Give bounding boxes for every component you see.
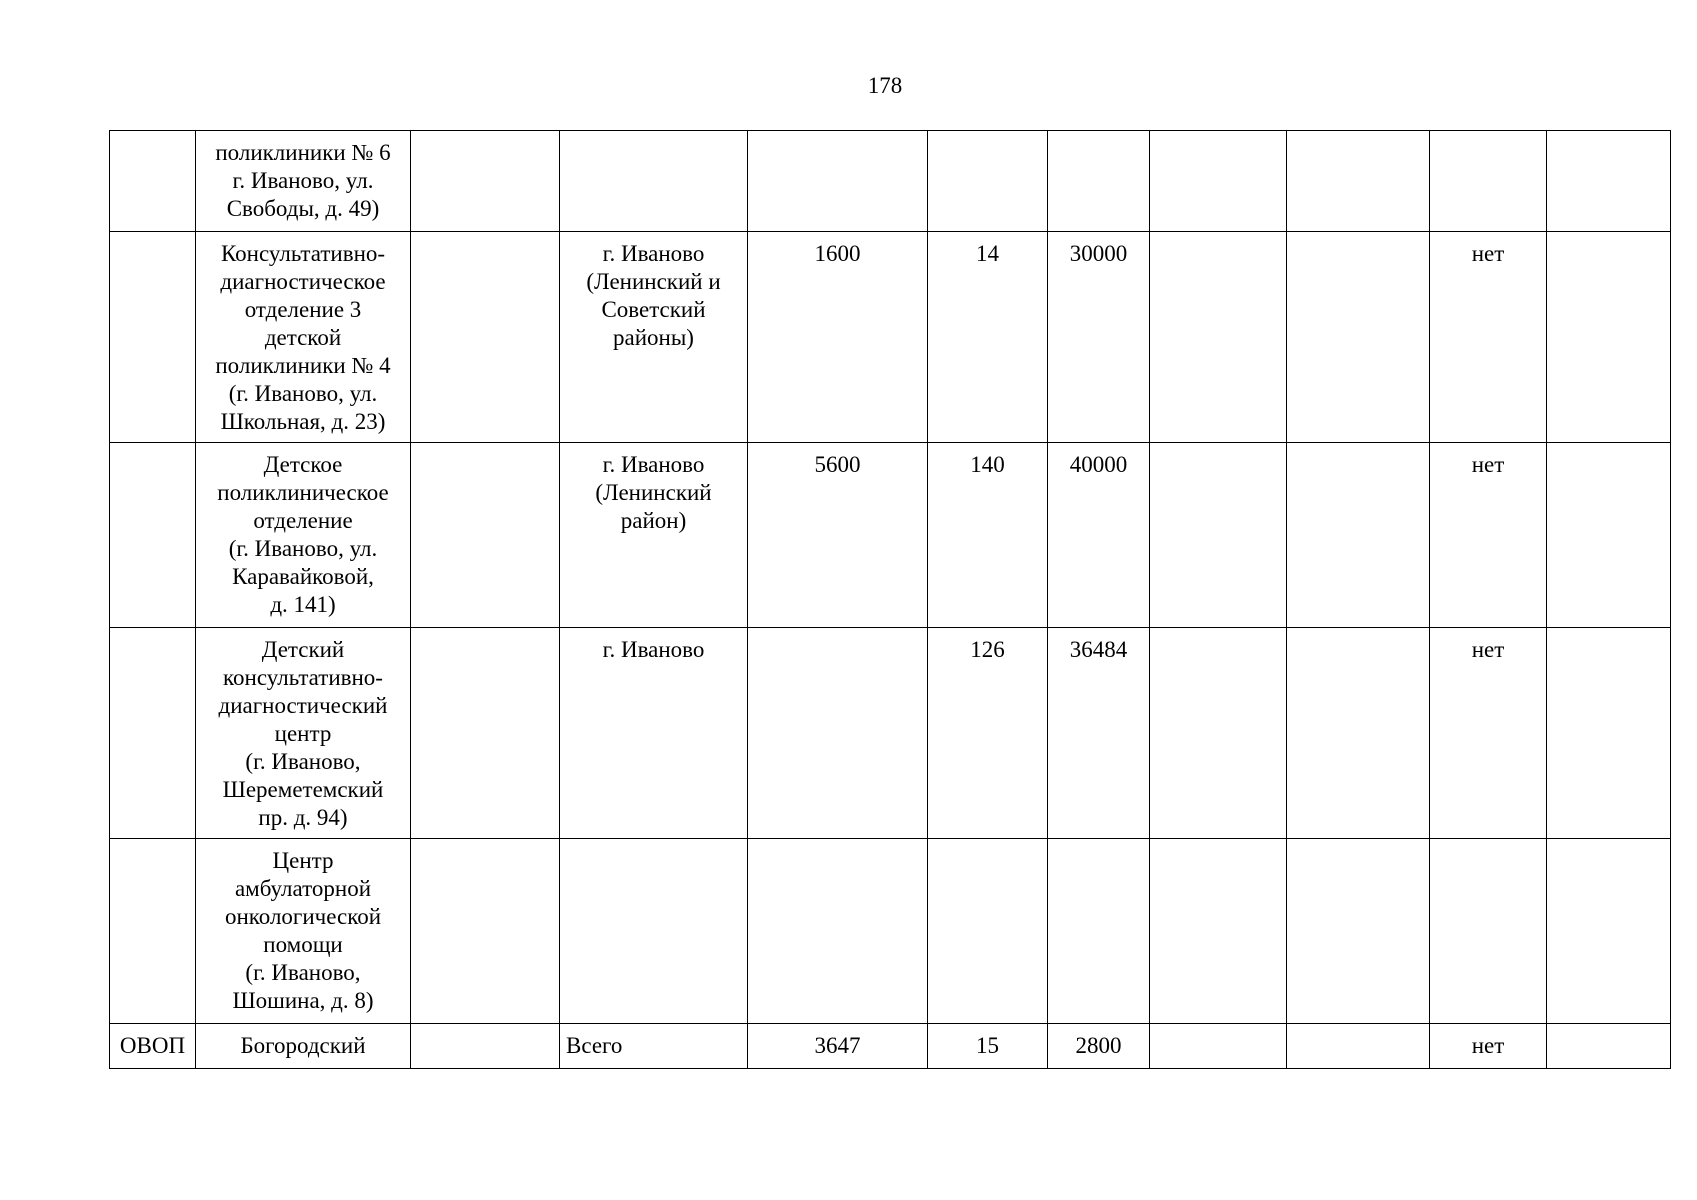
cell-col10: нет (1430, 1024, 1547, 1069)
cell-col10: нет (1430, 628, 1547, 839)
cell-type (110, 131, 196, 232)
cell-col9 (1287, 839, 1430, 1024)
cell-name: Центр амбулаторной онкологической помощи (г. Иваново, Шошина, д. 8) (196, 839, 411, 1024)
cell-col5 (748, 839, 928, 1024)
cell-type (110, 839, 196, 1024)
cell-col7: 40000 (1048, 443, 1150, 628)
cell-col3 (411, 839, 560, 1024)
cell-col8 (1150, 443, 1287, 628)
cell-col5: 5600 (748, 443, 928, 628)
cell-type: ОВОП (110, 1024, 196, 1069)
cell-name: Консультативно- диагностическое отделение 3 детской поликлиники № 4 (г. Иваново, ул. Школьная, д. 23) (196, 232, 411, 443)
table-row (110, 443, 1671, 628)
cell-name: Детский консультативно- диагностический центр (г. Иваново, Шереметемский пр. д. 94) (196, 628, 411, 839)
cell-col3 (411, 1024, 560, 1069)
page-number: 178 (867, 73, 903, 98)
cell-col3 (411, 131, 560, 232)
cell-col9 (1287, 131, 1430, 232)
cell-col5 (748, 131, 928, 232)
cell-col6 (928, 131, 1048, 232)
cell-col8 (1150, 628, 1287, 839)
cell-col8 (1150, 1024, 1287, 1069)
table-row (110, 232, 1671, 443)
cell-type (110, 443, 196, 628)
table-row (110, 628, 1671, 839)
cell-col5: 3647 (748, 1024, 928, 1069)
cell-col10: нет (1430, 443, 1547, 628)
cell-col5 (748, 628, 928, 839)
cell-col3 (411, 232, 560, 443)
cell-territory: г. Иваново (Ленинский район) (560, 443, 748, 628)
cell-col11 (1547, 131, 1671, 232)
cell-col7: 30000 (1048, 232, 1150, 443)
cell-territory: Всего (560, 1024, 748, 1069)
cell-col10 (1430, 839, 1547, 1024)
cell-col6 (928, 839, 1048, 1024)
cell-col9 (1287, 232, 1430, 443)
table-row (110, 1024, 1671, 1069)
cell-col5: 1600 (748, 232, 928, 443)
cell-type (110, 628, 196, 839)
table-row (110, 839, 1671, 1024)
cell-col11 (1547, 232, 1671, 443)
cell-col11 (1547, 628, 1671, 839)
cell-territory: г. Иваново (560, 628, 748, 839)
cell-type (110, 232, 196, 443)
cell-col11 (1547, 1024, 1671, 1069)
table-row (110, 131, 1671, 232)
cell-name: поликлиники № 6 г. Иваново, ул. Свободы, д. 49) (196, 131, 411, 232)
cell-col8 (1150, 839, 1287, 1024)
facilities-table (109, 130, 1671, 1069)
cell-col11 (1547, 839, 1671, 1024)
cell-col7 (1048, 839, 1150, 1024)
cell-col8 (1150, 232, 1287, 443)
cell-col7: 2800 (1048, 1024, 1150, 1069)
cell-col6: 140 (928, 443, 1048, 628)
cell-name: Богородский (196, 1024, 411, 1069)
cell-col9 (1287, 1024, 1430, 1069)
cell-name: Детское поликлиническое отделение (г. Иваново, ул. Каравайковой, д. 141) (196, 443, 411, 628)
cell-territory (560, 131, 748, 232)
cell-col8 (1150, 131, 1287, 232)
cell-col10 (1430, 131, 1547, 232)
cell-col3 (411, 628, 560, 839)
cell-col9 (1287, 443, 1430, 628)
cell-col3 (411, 443, 560, 628)
cell-col6: 15 (928, 1024, 1048, 1069)
cell-col10: нет (1430, 232, 1547, 443)
cell-col6: 14 (928, 232, 1048, 443)
cell-col7: 36484 (1048, 628, 1150, 839)
cell-territory: г. Иваново (Ленинский и Советский районы) (560, 232, 748, 443)
cell-col11 (1547, 443, 1671, 628)
cell-col6: 126 (928, 628, 1048, 839)
cell-col9 (1287, 628, 1430, 839)
cell-territory (560, 839, 748, 1024)
cell-col7 (1048, 131, 1150, 232)
